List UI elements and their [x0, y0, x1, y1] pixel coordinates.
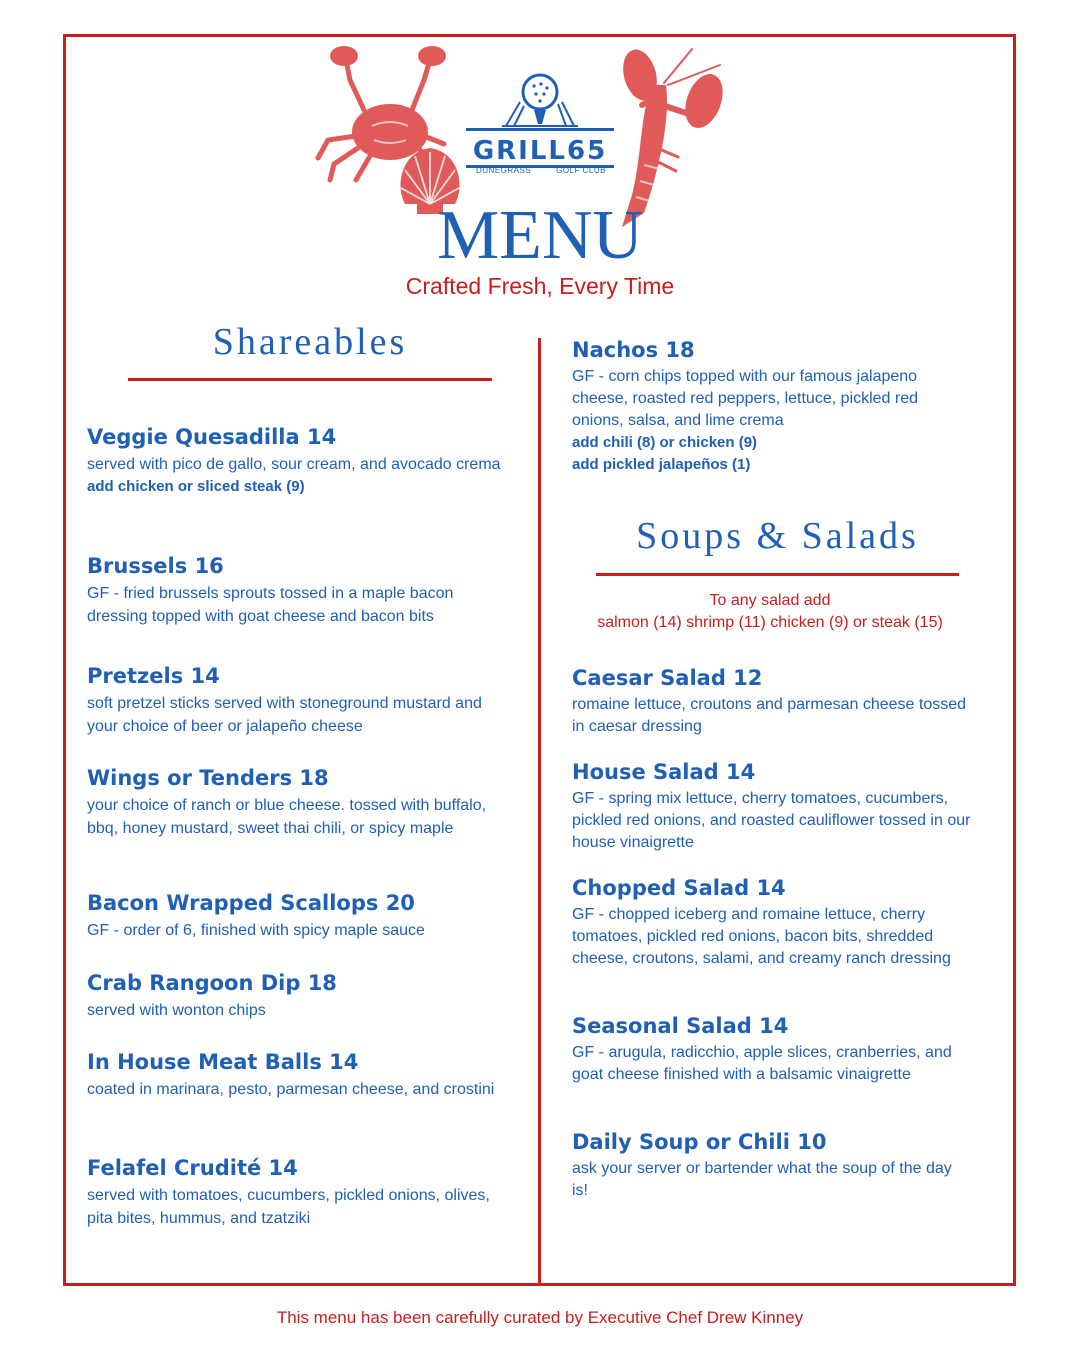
- item-name: Caesar Salad 12: [572, 666, 763, 690]
- item-name: Bacon Wrapped Scallops 20: [87, 891, 415, 915]
- menu-item-caesar-salad: [572, 664, 972, 738]
- item-description: GF - chopped iceberg and romaine lettuce, cherry tomatoes, pickled red onions, bacon bits, shredded cheese, croutons, salami, and creamy ranch dressing: [572, 906, 951, 967]
- menu-item-chopped-salad: [572, 874, 972, 970]
- menu-item-house-salad: [572, 758, 972, 854]
- soups-salads-heading: Soups & Salads: [636, 515, 919, 557]
- item-addon: add chicken or sliced steak (9): [87, 478, 305, 495]
- column-divider: [538, 338, 541, 1286]
- menu-item-pretzels: [87, 662, 507, 738]
- item-description: served with tomatoes, cucumbers, pickled onions, olives, pita bites, hummus, and tzatziki: [87, 1187, 490, 1227]
- salad-note-line1: To any salad add: [709, 592, 831, 609]
- item-description: GF - arugula, radicchio, apple slices, cranberries, and goat cheese finished with a balsamic vinaigrette: [572, 1044, 952, 1083]
- salad-addon-note: [560, 590, 980, 634]
- frame-top-border: [63, 34, 1016, 37]
- logo-wordmark: GRILL65: [466, 128, 614, 168]
- menu-item-nachos: [572, 336, 972, 476]
- item-name: Nachos 18: [572, 338, 695, 362]
- item-name: In House Meat Balls 14: [87, 1050, 359, 1074]
- item-description: GF - corn chips topped with our famous jalapeno cheese, roasted red peppers, lettuce, pickled red onions, salsa, and lime crema: [572, 368, 918, 429]
- item-description: served with pico de gallo, sour cream, and avocado crema: [87, 456, 501, 473]
- item-name: Wings or Tenders 18: [87, 766, 329, 790]
- logo-caption-right: GOLF CLUB: [556, 166, 606, 175]
- menu-item-felafel-crudite: [87, 1154, 507, 1230]
- item-description: coated in marinara, pesto, parmesan cheese, and crostini: [87, 1081, 495, 1098]
- item-name: Seasonal Salad 14: [572, 1014, 789, 1038]
- salad-note-line2: salmon (14) shrimp (11) chicken (9) or steak (15): [597, 614, 943, 631]
- item-description: GF - order of 6, finished with spicy maple sauce: [87, 922, 425, 939]
- item-name: Brussels 16: [87, 554, 224, 578]
- menu-item-in-house-meat-balls: [87, 1048, 507, 1101]
- menu-item-veggie-quesadilla: [87, 423, 507, 498]
- logo-caption-left: DUNEGRASS: [476, 166, 532, 175]
- item-description: romaine lettuce, croutons and parmesan cheese tossed in caesar dressing: [572, 696, 967, 735]
- golf-ball-icon: [500, 72, 580, 128]
- item-description: served with wonton chips: [87, 1002, 266, 1019]
- shareables-heading: Shareables: [212, 321, 408, 363]
- menu-item-daily-soup-or-chili: [572, 1128, 972, 1202]
- item-name: Felafel Crudité 14: [87, 1156, 298, 1180]
- item-name: Daily Soup or Chili 10: [572, 1130, 827, 1154]
- menu-tagline: Crafted Fresh, Every Time: [405, 273, 675, 299]
- item-name: Crab Rangoon Dip 18: [87, 971, 337, 995]
- item-description: soft pretzel sticks served with stoneground mustard and your choice of beer or jalapeño cheese: [87, 695, 482, 735]
- menu-item-seasonal-salad: [572, 1012, 972, 1086]
- chef-credit-footer: This menu has been carefully curated by Executive Chef Drew Kinney: [276, 1308, 804, 1327]
- menu-title: MENU: [436, 197, 644, 274]
- item-name: Veggie Quesadilla 14: [87, 425, 337, 449]
- menu-item-crab-rangoon-dip: [87, 969, 507, 1022]
- menu-item-brussels: [87, 552, 507, 628]
- item-description: ask your server or bartender what the soup of the day is!: [572, 1160, 952, 1199]
- item-addon: add pickled jalapeños (1): [572, 456, 751, 473]
- item-name: Chopped Salad 14: [572, 876, 786, 900]
- menu-item-bacon-wrapped-scallops: [87, 889, 507, 942]
- soups-salads-rule: [596, 573, 959, 576]
- menu-item-wings-or-tenders: [87, 764, 507, 840]
- item-description: GF - fried brussels sprouts tossed in a maple bacon dressing topped with goat cheese and bacon bits: [87, 585, 454, 625]
- item-name: Pretzels 14: [87, 664, 220, 688]
- item-name: House Salad 14: [572, 760, 756, 784]
- grill65-logo: [460, 72, 620, 182]
- item-description: GF - spring mix lettuce, cherry tomatoes, cucumbers, pickled red onions, and roasted cauliflower tossed in our house vinaigrette: [572, 790, 971, 851]
- item-addon: add chili (8) or chicken (9): [572, 434, 758, 451]
- shareables-rule: [128, 378, 492, 381]
- item-description: your choice of ranch or blue cheese. tossed with buffalo, bbq, honey mustard, sweet thai chili, or spicy maple: [87, 797, 487, 837]
